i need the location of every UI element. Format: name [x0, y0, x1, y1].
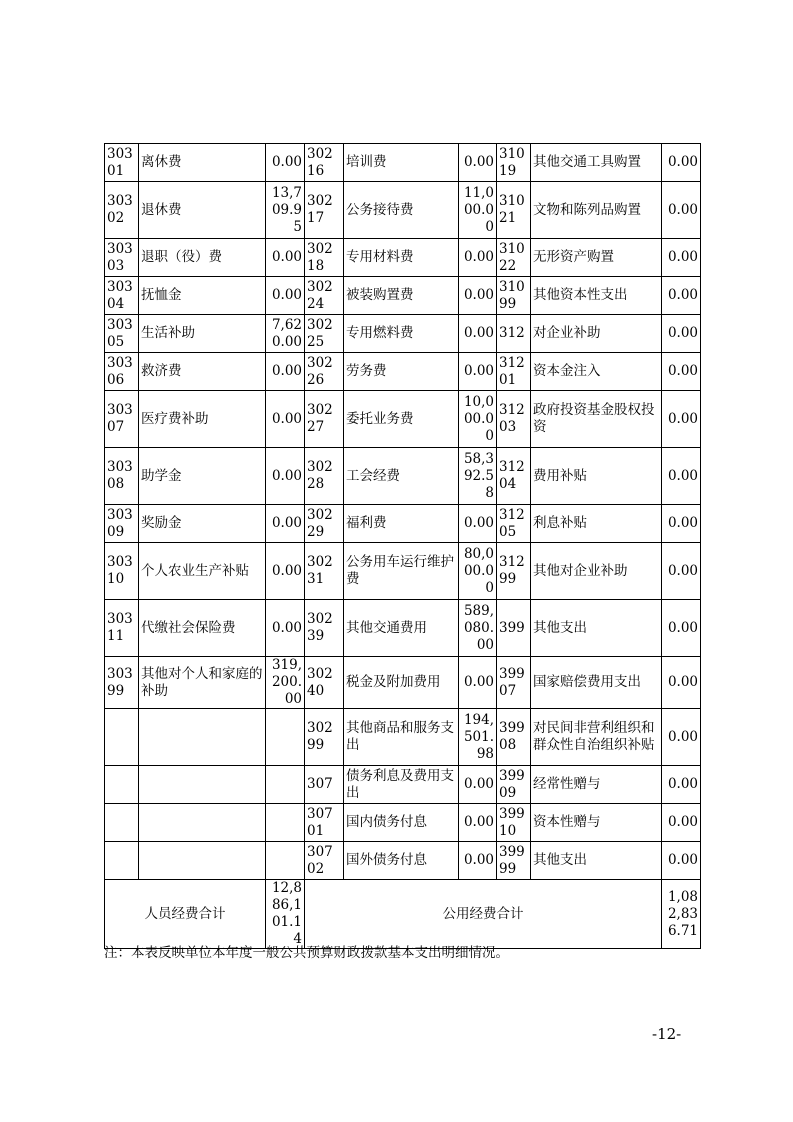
cell-a-amt: 7,620.00	[266, 315, 305, 353]
cell-c-code: 31203	[497, 391, 531, 448]
cell-c-name: 其他支出	[531, 600, 662, 657]
cell-b-code: 30702	[305, 842, 344, 880]
cell-b-code: 30226	[305, 353, 344, 391]
expenditure-detail-table	[104, 143, 701, 949]
cell-c-name: 无形资产购置	[531, 239, 662, 277]
cell-b-name: 公务接待费	[344, 182, 459, 239]
cell-a-amt: 0.00	[266, 144, 305, 182]
cell-b-code: 30218	[305, 239, 344, 277]
cell-b-name: 培训费	[344, 144, 459, 182]
cell-b-amt: 0.00	[459, 804, 497, 842]
cell-a-code: 30304	[105, 277, 139, 315]
personnel-total-amount: 12,886,101.14	[266, 880, 305, 949]
cell-a-name	[139, 842, 266, 880]
cell-b-amt: 10,000.00	[459, 391, 497, 448]
cell-c-amt: 0.00	[662, 391, 701, 448]
cell-b-name: 其他交通费用	[344, 600, 459, 657]
cell-b-amt: 0.00	[459, 277, 497, 315]
cell-b-name: 被装购置费	[344, 277, 459, 315]
cell-c-amt: 0.00	[662, 657, 701, 709]
cell-c-amt: 0.00	[662, 709, 701, 766]
cell-c-amt: 0.00	[662, 804, 701, 842]
cell-c-amt: 0.00	[662, 766, 701, 804]
cell-b-code: 30701	[305, 804, 344, 842]
cell-b-name: 公务用车运行维护费	[344, 543, 459, 600]
cell-c-amt: 0.00	[662, 842, 701, 880]
cell-c-code: 31099	[497, 277, 531, 315]
cell-b-amt: 0.00	[459, 657, 497, 709]
cell-c-amt: 0.00	[662, 600, 701, 657]
cell-b-code: 30229	[305, 505, 344, 543]
cell-a-code: 30311	[105, 600, 139, 657]
cell-a-code: 30303	[105, 239, 139, 277]
table-row	[105, 239, 701, 277]
cell-a-amt: 0.00	[266, 353, 305, 391]
cell-c-code: 31022	[497, 239, 531, 277]
public-total-label: 公用经费合计	[305, 880, 662, 949]
cell-b-name: 委托业务费	[344, 391, 459, 448]
table-row	[105, 448, 701, 505]
cell-a-name	[139, 804, 266, 842]
cell-c-amt: 0.00	[662, 239, 701, 277]
cell-a-code: 30308	[105, 448, 139, 505]
cell-c-name: 其他交通工具购置	[531, 144, 662, 182]
cell-b-amt: 0.00	[459, 239, 497, 277]
cell-a-code	[105, 766, 139, 804]
cell-b-amt: 80,000.00	[459, 543, 497, 600]
cell-a-code	[105, 842, 139, 880]
cell-a-amt	[266, 766, 305, 804]
table-row	[105, 657, 701, 709]
cell-b-name: 工会经费	[344, 448, 459, 505]
cell-a-amt	[266, 842, 305, 880]
cell-c-code: 31299	[497, 543, 531, 600]
cell-a-code	[105, 709, 139, 766]
table-row	[105, 353, 701, 391]
cell-c-code: 39909	[497, 766, 531, 804]
cell-b-code: 30225	[305, 315, 344, 353]
cell-c-code: 39999	[497, 842, 531, 880]
cell-c-name: 利息补贴	[531, 505, 662, 543]
cell-a-code: 30309	[105, 505, 139, 543]
cell-b-amt: 0.00	[459, 766, 497, 804]
cell-c-name: 费用补贴	[531, 448, 662, 505]
cell-a-code: 30399	[105, 657, 139, 709]
cell-a-amt: 0.00	[266, 391, 305, 448]
table-row	[105, 709, 701, 766]
cell-a-code: 30310	[105, 543, 139, 600]
cell-b-code: 30231	[305, 543, 344, 600]
cell-a-amt: 0.00	[266, 277, 305, 315]
cell-a-amt: 319,200.00	[266, 657, 305, 709]
cell-b-amt: 194,501.98	[459, 709, 497, 766]
table-row	[105, 277, 701, 315]
cell-a-code	[105, 804, 139, 842]
cell-b-amt: 58,392.58	[459, 448, 497, 505]
cell-c-name: 其他资本性支出	[531, 277, 662, 315]
cell-b-code: 307	[305, 766, 344, 804]
cell-a-code: 30306	[105, 353, 139, 391]
cell-c-code: 31204	[497, 448, 531, 505]
cell-c-code: 39910	[497, 804, 531, 842]
cell-b-code: 30299	[305, 709, 344, 766]
cell-c-amt: 0.00	[662, 182, 701, 239]
cell-a-name: 个人农业生产补贴	[139, 543, 266, 600]
cell-c-name: 政府投资基金股权投资	[531, 391, 662, 448]
cell-c-amt: 0.00	[662, 543, 701, 600]
cell-a-name: 救济费	[139, 353, 266, 391]
cell-a-amt: 13,709.95	[266, 182, 305, 239]
cell-c-name: 国家赔偿费用支出	[531, 657, 662, 709]
table-row	[105, 182, 701, 239]
cell-c-name: 对企业补助	[531, 315, 662, 353]
cell-b-amt: 0.00	[459, 144, 497, 182]
cell-c-code: 31205	[497, 505, 531, 543]
cell-c-name: 其他支出	[531, 842, 662, 880]
cell-c-amt: 0.00	[662, 277, 701, 315]
cell-c-code: 399	[497, 600, 531, 657]
cell-a-code: 30302	[105, 182, 139, 239]
cell-a-name: 抚恤金	[139, 277, 266, 315]
cell-c-name: 资本性赠与	[531, 804, 662, 842]
cell-c-name: 文物和陈列品购置	[531, 182, 662, 239]
cell-a-amt	[266, 804, 305, 842]
table-row	[105, 315, 701, 353]
cell-b-name: 福利费	[344, 505, 459, 543]
cell-a-amt: 0.00	[266, 505, 305, 543]
cell-b-amt: 11,000.00	[459, 182, 497, 239]
cell-b-amt: 0.00	[459, 353, 497, 391]
cell-a-name: 退职（役）费	[139, 239, 266, 277]
cell-a-code: 30301	[105, 144, 139, 182]
cell-b-name: 劳务费	[344, 353, 459, 391]
cell-c-code: 31201	[497, 353, 531, 391]
cell-b-name: 债务利息及费用支出	[344, 766, 459, 804]
cell-a-code: 30307	[105, 391, 139, 448]
cell-a-amt: 0.00	[266, 543, 305, 600]
cell-c-code: 39908	[497, 709, 531, 766]
cell-c-code: 312	[497, 315, 531, 353]
cell-b-name: 专用材料费	[344, 239, 459, 277]
table-row	[105, 766, 701, 804]
cell-b-amt: 589,080.00	[459, 600, 497, 657]
cell-c-name: 对民间非营利组织和群众性自治组织补贴	[531, 709, 662, 766]
cell-c-name: 资本金注入	[531, 353, 662, 391]
cell-b-code: 30216	[305, 144, 344, 182]
cell-a-amt: 0.00	[266, 448, 305, 505]
cell-a-amt	[266, 709, 305, 766]
cell-b-code: 30217	[305, 182, 344, 239]
cell-b-code: 30228	[305, 448, 344, 505]
cell-a-name	[139, 766, 266, 804]
cell-c-amt: 0.00	[662, 448, 701, 505]
cell-a-name: 退休费	[139, 182, 266, 239]
cell-b-name: 国内债务付息	[344, 804, 459, 842]
table-row	[105, 505, 701, 543]
table-row	[105, 144, 701, 182]
totals-row	[105, 880, 701, 949]
cell-a-name: 奖励金	[139, 505, 266, 543]
cell-b-name: 税金及附加费用	[344, 657, 459, 709]
cell-b-name: 其他商品和服务支出	[344, 709, 459, 766]
cell-c-code: 31019	[497, 144, 531, 182]
cell-c-code: 31021	[497, 182, 531, 239]
cell-a-name: 生活补助	[139, 315, 266, 353]
cell-a-amt: 0.00	[266, 239, 305, 277]
cell-a-name: 代缴社会保险费	[139, 600, 266, 657]
cell-c-amt: 0.00	[662, 144, 701, 182]
cell-a-name	[139, 709, 266, 766]
cell-b-amt: 0.00	[459, 505, 497, 543]
cell-c-amt: 0.00	[662, 353, 701, 391]
cell-a-code: 30305	[105, 315, 139, 353]
cell-a-name: 其他对个人和家庭的补助	[139, 657, 266, 709]
cell-b-amt: 0.00	[459, 315, 497, 353]
personnel-total-label: 人员经费合计	[105, 880, 266, 949]
cell-a-name: 离休费	[139, 144, 266, 182]
cell-c-name: 经常性赠与	[531, 766, 662, 804]
cell-c-amt: 0.00	[662, 505, 701, 543]
table-row	[105, 543, 701, 600]
cell-a-name: 助学金	[139, 448, 266, 505]
cell-b-code: 30240	[305, 657, 344, 709]
cell-b-amt: 0.00	[459, 842, 497, 880]
cell-b-name: 国外债务付息	[344, 842, 459, 880]
cell-c-code: 39907	[497, 657, 531, 709]
public-total-amount: 1,082,836.71	[662, 880, 701, 949]
table-body	[105, 144, 701, 880]
table-row	[105, 600, 701, 657]
table-row	[105, 842, 701, 880]
cell-c-amt: 0.00	[662, 315, 701, 353]
cell-a-amt: 0.00	[266, 600, 305, 657]
table-row	[105, 804, 701, 842]
cell-b-code: 30227	[305, 391, 344, 448]
table-row	[105, 391, 701, 448]
table-note: 注：本表反映单位本年度一般公共预算财政拨款基本支出明细情况。	[104, 945, 509, 961]
cell-a-name: 医疗费补助	[139, 391, 266, 448]
cell-b-name: 专用燃料费	[344, 315, 459, 353]
cell-b-code: 30239	[305, 600, 344, 657]
cell-b-code: 30224	[305, 277, 344, 315]
page-number: -12-	[652, 1025, 682, 1043]
cell-c-name: 其他对企业补助	[531, 543, 662, 600]
